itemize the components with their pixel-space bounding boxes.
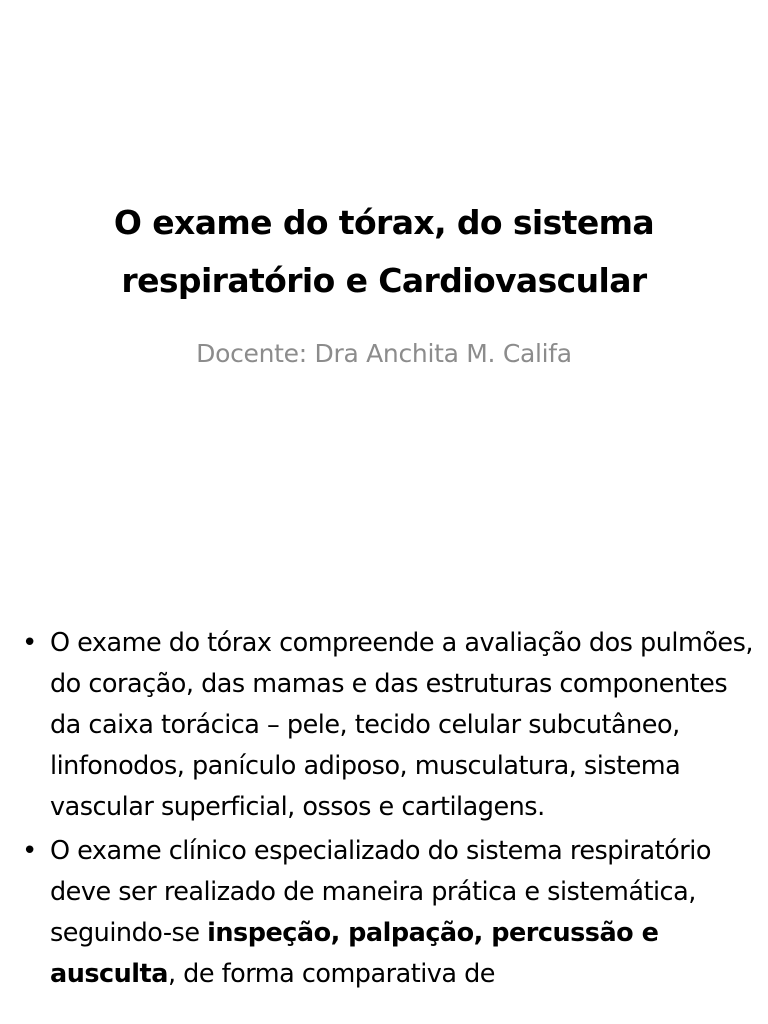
content-slide — [0, 576, 768, 1024]
bullet-item-2 — [18, 831, 758, 995]
bullet-text-1: O exame do tórax compreende a avaliação dos pulmões, do coração, das mamas e das estruturas componentes da caixa torácica – pele, tecido celular subcutâneo, linfonodos, panículo adiposo, musculatura, sistema vascular superficial, ossos e cartilagens. — [50, 628, 754, 822]
bullet-text-2-after: , de forma comparativa de — [167, 959, 495, 989]
bullet-text-2-before: O exame clínico especializado do sistema respiratório deve ser realizado de maneira prática e sistemática, seguindo-se — [50, 836, 711, 948]
title-line-1: O exame do tórax, do sistema — [113, 203, 655, 242]
title-line-2: respiratório e Cardiovascular — [121, 261, 647, 300]
bullet-list — [18, 623, 758, 998]
bullet-item-1 — [18, 623, 758, 828]
bullet-text-2-bold: inspeção, palpação, percussão e ausculta — [50, 918, 659, 989]
slide-subtitle: Docente: Dra Anchita M. Califa — [196, 339, 572, 368]
slide-title — [40, 194, 728, 310]
bullet-icon: • — [22, 836, 37, 866]
bullet-icon: • — [22, 628, 37, 658]
